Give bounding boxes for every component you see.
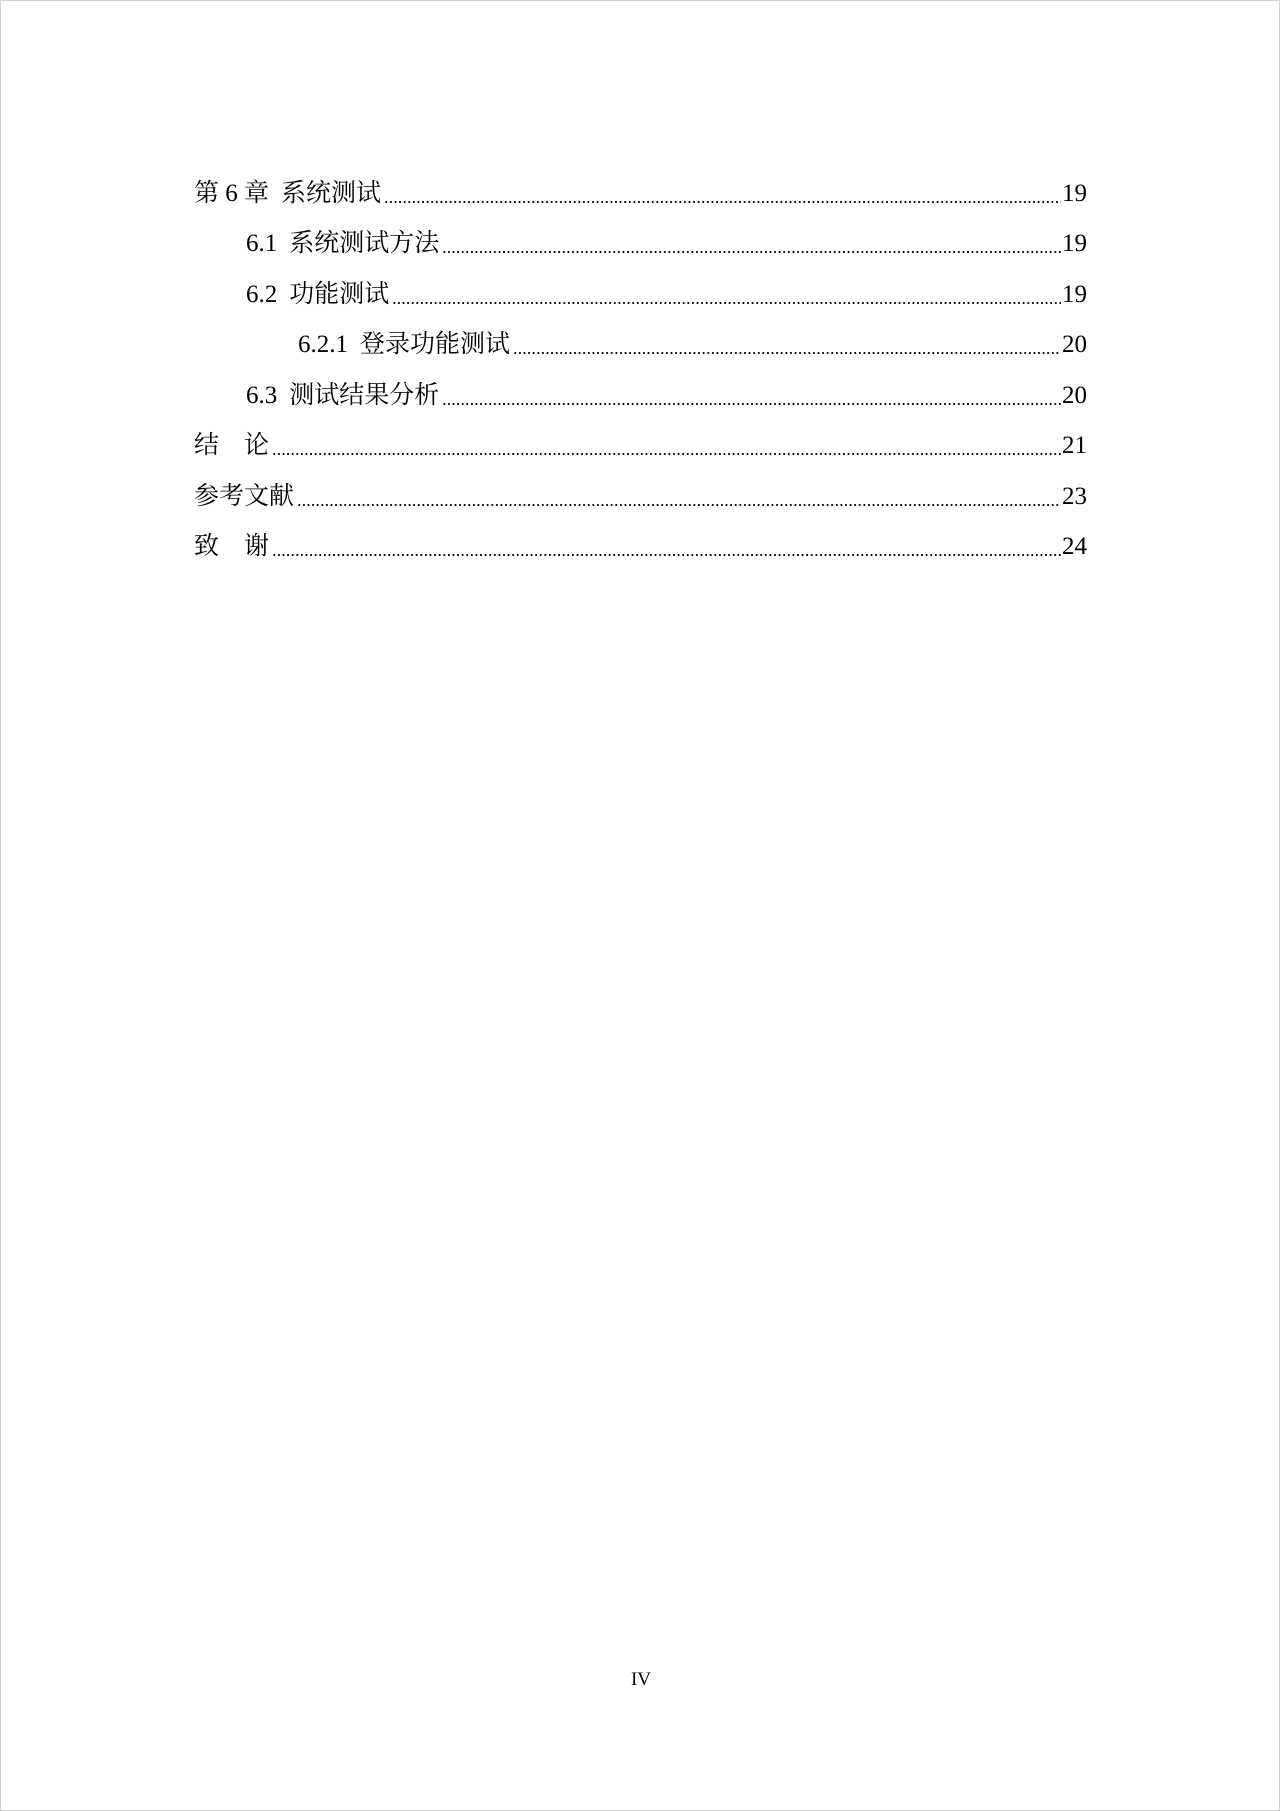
toc-entry-label [298, 327, 513, 363]
toc-entry-number: 6.1 [246, 230, 278, 257]
toc-entry-number: 6.2.1 [298, 331, 348, 358]
toc-entry-title: 结 论 [194, 432, 270, 459]
toc-entry-page: 20 [1062, 381, 1087, 409]
toc-entry-title: 致 谢 [194, 533, 270, 560]
toc-entry-title: 登录功能测试 [360, 331, 511, 358]
toc-entry-title: 系统测试 [281, 179, 382, 207]
table-of-contents [194, 161, 1087, 565]
toc-entry-title: 测试结果分析 [289, 381, 440, 409]
toc-entry-chapter-6[interactable] [194, 161, 1087, 212]
toc-leader-dots [272, 432, 1061, 456]
toc-leader-dots [392, 281, 1061, 305]
toc-entry-title: 功能测试 [289, 280, 390, 308]
toc-entry-6-1[interactable] [194, 212, 1087, 263]
toc-entry-label [194, 428, 272, 464]
toc-entry-label [246, 277, 392, 313]
toc-entry-number: 第 6 章 [194, 179, 270, 207]
toc-entry-page: 21 [1062, 432, 1087, 459]
toc-entry-acknowledgements[interactable] [194, 515, 1087, 566]
toc-entry-label [246, 378, 442, 414]
toc-entry-page: 19 [1062, 179, 1087, 207]
toc-leader-dots [384, 180, 1061, 204]
toc-entry-label [194, 529, 272, 565]
toc-entry-number: 6.3 [246, 381, 278, 409]
toc-entry-page: 24 [1062, 533, 1087, 560]
toc-entry-page: 19 [1062, 230, 1087, 257]
toc-entry-label [246, 226, 442, 262]
toc-leader-dots [297, 483, 1061, 507]
toc-entry-title: 系统测试方法 [289, 230, 440, 257]
toc-leader-dots [442, 382, 1061, 406]
toc-entry-label [194, 479, 297, 515]
toc-entry-6-2[interactable] [194, 262, 1087, 313]
toc-leader-dots [513, 331, 1061, 355]
toc-entry-title: 参考文献 [194, 482, 295, 510]
toc-entry-page: 23 [1062, 482, 1087, 510]
toc-leader-dots [272, 533, 1061, 557]
toc-entry-references[interactable] [194, 464, 1087, 515]
toc-entry-page: 20 [1062, 331, 1087, 358]
toc-entry-label [194, 176, 384, 212]
toc-entry-conclusion[interactable] [194, 414, 1087, 465]
page-number: IV [630, 1669, 652, 1690]
toc-entry-6-3[interactable] [194, 363, 1087, 414]
toc-entry-page: 19 [1062, 280, 1087, 308]
toc-leader-dots [442, 230, 1061, 254]
toc-entry-number: 6.2 [246, 280, 278, 308]
toc-entry-6-2-1[interactable] [194, 313, 1087, 364]
